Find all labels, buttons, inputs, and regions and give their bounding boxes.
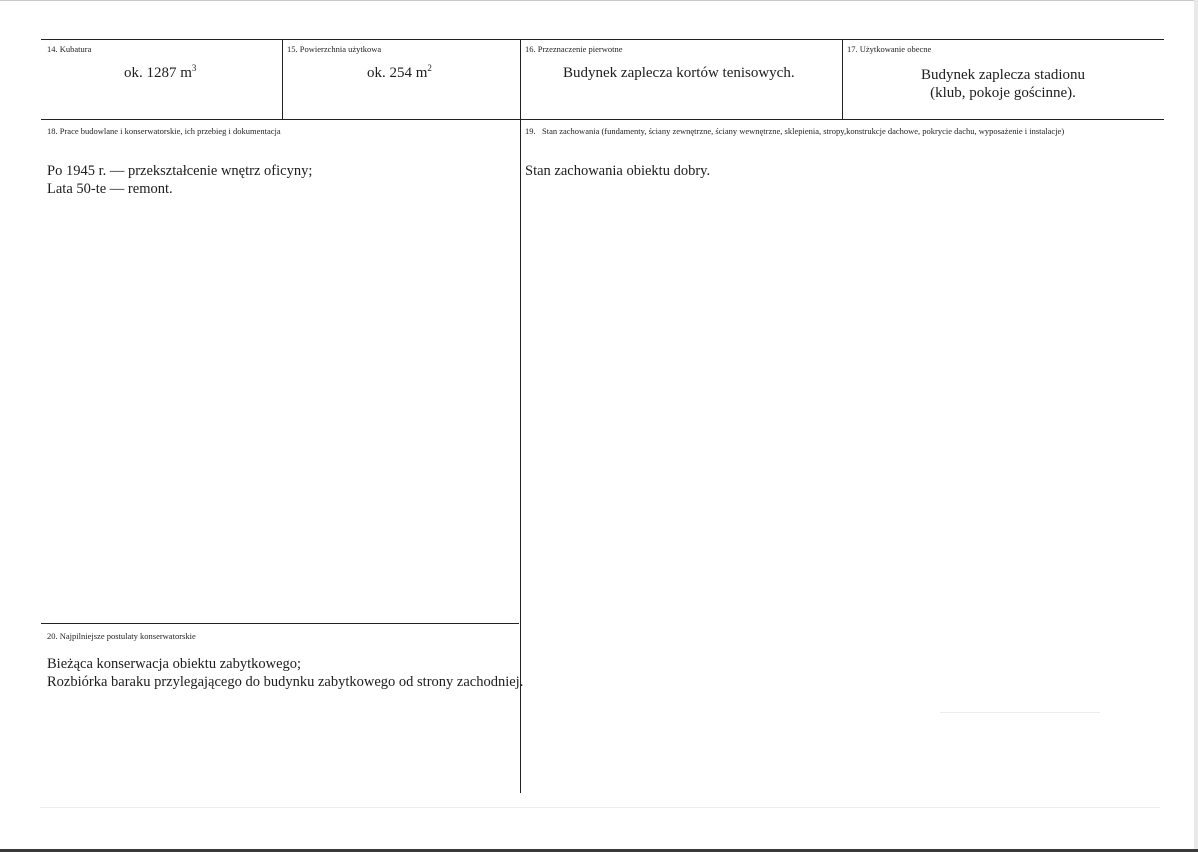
field-15-value (367, 63, 432, 83)
section-20-rule (41, 623, 519, 624)
field-14-label: 14. Kubatura (47, 44, 92, 54)
field-14-value (124, 63, 196, 83)
scan-artifact-line (40, 807, 1160, 808)
field-18-label: 18. Prace budowlane i konserwatorskie, ich przebieg i dokumentacja (47, 126, 281, 136)
field-16-label: 16. Przeznaczenie pierwotne (525, 44, 623, 54)
field-14-unit-superscript: 3 (191, 63, 197, 73)
field-15-label: 15. Powierzchnia użytkowa (287, 44, 382, 54)
form-top-rule (41, 39, 1164, 40)
scan-edge-top (0, 0, 1198, 1)
field-20-line-2: Rozbiórka baraku przylegającego do budynku zabytkowego od strony zachodniej. (47, 674, 524, 690)
field-18-line-1: Po 1945 r. — przekształcenie wnętrz oficyny; (47, 163, 313, 179)
field-20-label: 20. Najpilniejsze postulaty konserwatorskie (47, 631, 196, 641)
field-19-label: 19. Stan zachowania (fundamenty, ściany zewnętrzne, ściany wewnętrzne, sklepienia, stropy,konstrukcje dachowe, pokrycie dachu, wyposażenie i instalacje) (525, 126, 1065, 136)
field-16-value: Budynek zaplecza kortów tenisowych. (563, 65, 795, 81)
divider-14-15 (282, 39, 283, 119)
field-14-number: ok. 1287 m (124, 65, 192, 81)
field-20-line-1: Bieżąca konserwacja obiektu zabytkowego; (47, 656, 302, 672)
field-15-number: ok. 254 m (367, 65, 428, 81)
field-17-line-1: Budynek zaplecza stadionu (920, 67, 1086, 83)
field-15-unit-superscript: 2 (427, 63, 432, 73)
header-row-rule (41, 119, 1164, 120)
field-18-line-2: Lata 50-te — remont. (47, 181, 173, 197)
field-17-line-2: (klub, pokoje gościnne). (930, 85, 1076, 101)
field-19-line-1: Stan zachowania obiektu dobry. (525, 163, 711, 179)
scan-edge-right (1194, 0, 1198, 852)
field-17-label: 17. Użytkowanie obecne (847, 44, 932, 54)
scan-artifact-line (940, 712, 1100, 713)
